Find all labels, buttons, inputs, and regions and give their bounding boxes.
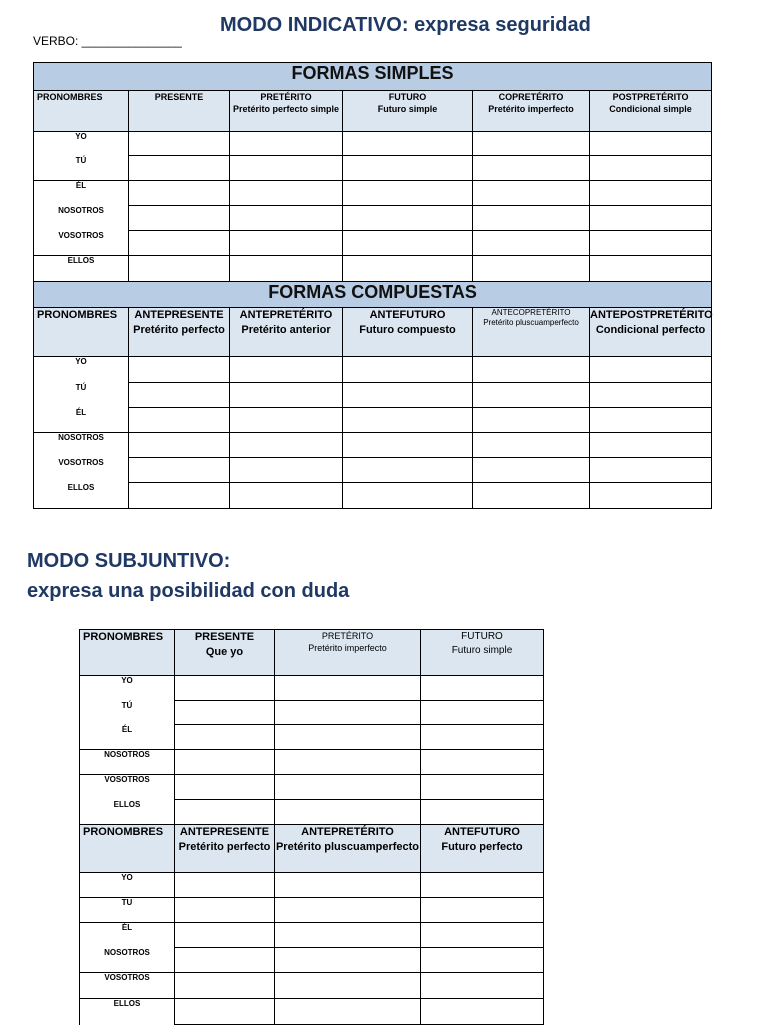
answer-cell[interactable]	[230, 181, 343, 206]
answer-cell[interactable]	[343, 156, 473, 181]
answer-cell[interactable]	[590, 206, 712, 231]
answer-cell[interactable]	[473, 408, 590, 433]
table-row	[80, 800, 544, 825]
answer-cell[interactable]	[175, 973, 275, 999]
answer-cell[interactable]	[590, 156, 712, 181]
answer-cell[interactable]	[473, 357, 590, 383]
table-row	[80, 973, 544, 999]
pronoun-cell: VOSOTROS	[80, 775, 175, 800]
answer-cell[interactable]	[343, 383, 473, 408]
table-row	[80, 701, 544, 725]
table-row	[34, 132, 712, 156]
header-pronombres: PRONOMBRES	[34, 91, 129, 132]
answer-cell[interactable]	[421, 676, 544, 701]
pronoun-cell: YO	[80, 676, 175, 701]
answer-cell[interactable]	[275, 800, 421, 825]
table-row	[34, 181, 712, 206]
answer-cell[interactable]	[473, 156, 590, 181]
answer-cell[interactable]	[421, 898, 544, 923]
table-row	[34, 231, 712, 256]
answer-cell[interactable]	[590, 408, 712, 433]
header-antepresente: ANTEPRESENTE Pretérito perfecto	[175, 825, 275, 873]
pronoun-cell: NOSOTROS	[34, 433, 129, 458]
subjuntivo-title: MODO SUBJUNTIVO:	[27, 550, 231, 572]
answer-cell[interactable]	[590, 483, 712, 509]
answer-cell[interactable]	[473, 231, 590, 256]
answer-cell[interactable]	[129, 156, 230, 181]
answer-cell[interactable]	[129, 483, 230, 509]
table-row	[34, 458, 712, 483]
answer-cell[interactable]	[275, 948, 421, 973]
pronoun-cell: VOSOTROS	[34, 458, 129, 483]
answer-cell[interactable]	[230, 408, 343, 433]
table-row	[34, 357, 712, 383]
answer-cell[interactable]	[230, 433, 343, 458]
answer-cell[interactable]	[129, 206, 230, 231]
pronoun-cell: YO	[34, 132, 129, 156]
header-futuro: FUTURO Futuro simple	[343, 91, 473, 132]
answer-cell[interactable]	[129, 357, 230, 383]
header-pronombres: PRONOMBRES	[80, 630, 175, 676]
answer-cell[interactable]	[230, 256, 343, 282]
pronoun-cell: ELLOS	[34, 483, 129, 509]
answer-cell[interactable]	[343, 231, 473, 256]
pronoun-cell: VOSOTROS	[34, 231, 129, 256]
table-row	[34, 483, 712, 509]
table-row	[34, 383, 712, 408]
answer-cell[interactable]	[230, 132, 343, 156]
answer-cell[interactable]	[590, 132, 712, 156]
answer-cell[interactable]	[175, 800, 275, 825]
table-row	[80, 948, 544, 973]
answer-cell[interactable]	[421, 948, 544, 973]
header-antepreterito: ANTEPRETÉRITO Pretérito pluscuamperfecto	[275, 825, 421, 873]
answer-cell[interactable]	[275, 898, 421, 923]
header-pronombres: PRONOMBRES	[34, 308, 129, 357]
answer-cell[interactable]	[230, 357, 343, 383]
table-row	[34, 433, 712, 458]
formas-simples-band: FORMAS SIMPLES	[34, 63, 712, 91]
header-antepostpreterito: ANTEPOSTPRETÉRITO Condicional perfecto	[590, 308, 712, 357]
pronoun-cell: ÉL	[80, 923, 175, 948]
answer-cell[interactable]	[175, 701, 275, 725]
answer-cell[interactable]	[421, 775, 544, 800]
answer-cell[interactable]	[129, 408, 230, 433]
header-antecopreterito: ANTECOPRETÉRITO Pretérito pluscuamperfecto	[473, 308, 590, 357]
header-presente: PRESENTE	[129, 91, 230, 132]
pronoun-cell: ÉL	[80, 725, 175, 750]
table-row	[34, 206, 712, 231]
answer-cell[interactable]	[175, 775, 275, 800]
table-row	[80, 923, 544, 948]
answer-cell[interactable]	[275, 923, 421, 948]
pronoun-cell: TÚ	[34, 156, 129, 181]
pronoun-cell: ELLOS	[80, 999, 175, 1025]
answer-cell[interactable]	[275, 873, 421, 898]
answer-cell[interactable]	[421, 750, 544, 775]
answer-cell[interactable]	[421, 923, 544, 948]
table-row	[80, 999, 544, 1025]
answer-cell[interactable]	[343, 132, 473, 156]
formas-compuestas-band: FORMAS COMPUESTAS	[34, 282, 712, 308]
header-antepresente: ANTEPRESENTE Pretérito perfecto	[129, 308, 230, 357]
pronoun-cell: TU	[80, 898, 175, 923]
answer-cell[interactable]	[129, 132, 230, 156]
answer-cell[interactable]	[129, 181, 230, 206]
table-row	[80, 775, 544, 800]
answer-cell[interactable]	[275, 701, 421, 725]
answer-cell[interactable]	[175, 676, 275, 701]
pronoun-cell: ÉL	[34, 408, 129, 433]
answer-cell[interactable]	[275, 725, 421, 750]
answer-cell[interactable]	[421, 999, 544, 1025]
answer-cell[interactable]	[590, 458, 712, 483]
header-antepreterito: ANTEPRETÉRITO Pretérito anterior	[230, 308, 343, 357]
answer-cell[interactable]	[175, 999, 275, 1025]
pronoun-cell: NOSOTROS	[80, 948, 175, 973]
verbo-label: VERBO: _______________	[33, 34, 182, 48]
answer-cell[interactable]	[590, 181, 712, 206]
header-postpreterito: POSTPRETÉRITO Condicional simple	[590, 91, 712, 132]
answer-cell[interactable]	[473, 383, 590, 408]
header-copreterito: COPRETÉRITO Pretérito imperfecto	[473, 91, 590, 132]
pronoun-cell: YO	[34, 357, 129, 383]
answer-cell[interactable]	[230, 231, 343, 256]
header-pronombres: PRONOMBRES	[80, 825, 175, 873]
answer-cell[interactable]	[473, 458, 590, 483]
answer-cell[interactable]	[129, 231, 230, 256]
table-row	[80, 676, 544, 701]
answer-cell[interactable]	[129, 383, 230, 408]
answer-cell[interactable]	[590, 383, 712, 408]
answer-cell[interactable]	[343, 458, 473, 483]
answer-cell[interactable]	[129, 433, 230, 458]
pronoun-cell: ELLOS	[80, 800, 175, 825]
table-row	[80, 750, 544, 775]
header-antefuturo: ANTEFUTURO Futuro compuesto	[343, 308, 473, 357]
table-row	[80, 725, 544, 750]
answer-cell[interactable]	[230, 206, 343, 231]
answer-cell[interactable]	[343, 357, 473, 383]
header-preterito: PRETÉRITO Pretérito perfecto simple	[230, 91, 343, 132]
answer-cell[interactable]	[473, 206, 590, 231]
answer-cell[interactable]	[129, 458, 230, 483]
subjuntivo-subtitle: expresa una posibilidad con duda	[27, 580, 350, 602]
header-antefuturo: ANTEFUTURO Futuro perfecto	[421, 825, 544, 873]
answer-cell[interactable]	[421, 873, 544, 898]
answer-cell[interactable]	[175, 898, 275, 923]
pronoun-cell: YO	[80, 873, 175, 898]
answer-cell[interactable]	[343, 483, 473, 509]
table-row	[34, 256, 712, 282]
answer-cell[interactable]	[343, 433, 473, 458]
pronoun-cell: VOSOTROS	[80, 973, 175, 999]
answer-cell[interactable]	[175, 948, 275, 973]
table-row	[80, 898, 544, 923]
pronoun-cell: NOSOTROS	[80, 750, 175, 775]
indicativo-table	[33, 62, 712, 509]
answer-cell[interactable]	[175, 923, 275, 948]
pronoun-cell: TÚ	[34, 383, 129, 408]
table-row	[34, 408, 712, 433]
answer-cell[interactable]	[175, 750, 275, 775]
answer-cell[interactable]	[590, 357, 712, 383]
header-presente: PRESENTE Que yo	[175, 630, 275, 676]
indicativo-title: MODO INDICATIVO: expresa seguridad	[220, 14, 591, 36]
answer-cell[interactable]	[590, 433, 712, 458]
pronoun-cell: ÉL	[34, 181, 129, 206]
answer-cell[interactable]	[343, 206, 473, 231]
answer-cell[interactable]	[275, 676, 421, 701]
header-futuro: FUTURO Futuro simple	[421, 630, 544, 676]
answer-cell[interactable]	[230, 383, 343, 408]
answer-cell[interactable]	[343, 181, 473, 206]
answer-cell[interactable]	[275, 750, 421, 775]
answer-cell[interactable]	[275, 775, 421, 800]
answer-cell[interactable]	[473, 256, 590, 282]
answer-cell[interactable]	[473, 483, 590, 509]
answer-cell[interactable]	[275, 973, 421, 999]
header-preterito: PRETÉRITO Pretérito imperfecto	[275, 630, 421, 676]
answer-cell[interactable]	[343, 256, 473, 282]
answer-cell[interactable]	[230, 156, 343, 181]
answer-cell[interactable]	[473, 433, 590, 458]
pronoun-cell: ELLOS	[34, 256, 129, 282]
answer-cell[interactable]	[473, 132, 590, 156]
pronoun-cell: TÚ	[80, 701, 175, 725]
answer-cell[interactable]	[129, 256, 230, 282]
answer-cell[interactable]	[421, 800, 544, 825]
answer-cell[interactable]	[230, 483, 343, 509]
answer-cell[interactable]	[230, 458, 343, 483]
answer-cell[interactable]	[175, 725, 275, 750]
answer-cell[interactable]	[421, 701, 544, 725]
table-row	[80, 873, 544, 898]
answer-cell[interactable]	[590, 256, 712, 282]
pronoun-cell: NOSOTROS	[34, 206, 129, 231]
answer-cell[interactable]	[175, 873, 275, 898]
answer-cell[interactable]	[473, 181, 590, 206]
answer-cell[interactable]	[421, 725, 544, 750]
subjuntivo-table	[79, 629, 544, 1025]
answer-cell[interactable]	[343, 408, 473, 433]
answer-cell[interactable]	[590, 231, 712, 256]
table-row	[34, 156, 712, 181]
answer-cell[interactable]	[421, 973, 544, 999]
answer-cell[interactable]	[275, 999, 421, 1025]
